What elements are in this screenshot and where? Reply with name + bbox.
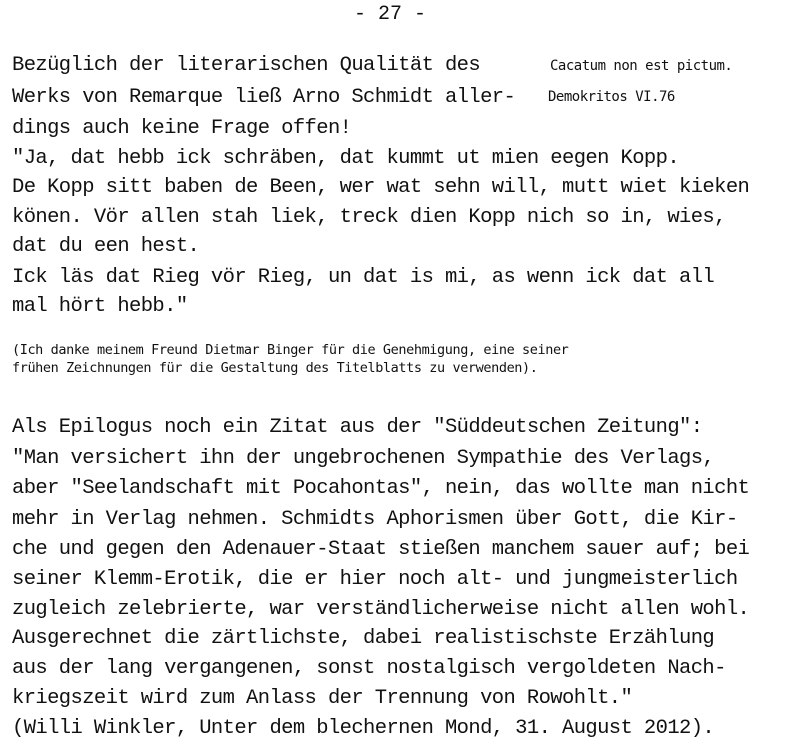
- citation-line: (Willi Winkler, Unter dem blechernen Mond, 31. August 2012).: [12, 717, 715, 740]
- epilog-line: che und gegen den Adenauer-Staat stießen manchem sauer auf; bei: [12, 538, 750, 561]
- quote-line: Ick läs dat Rieg vör Rieg, un dat is mi, as wenn ick dat all: [12, 266, 715, 289]
- quote-line: "Ja, dat hebb ick schräben, dat kummt ut mien eegen Kopp.: [12, 147, 680, 170]
- epilog-line: Ausgerechnet die zärtlichste, dabei realistischste Erzählung: [12, 627, 715, 650]
- epilog-line: zugleich zelebrierte, war verständlicherweise nicht allen wohl.: [12, 598, 750, 621]
- margin-epigraph: Cacatum non est pictum.: [550, 58, 733, 74]
- epilog-line: Als Epilogus noch ein Zitat aus der "Süddeutschen Zeitung":: [12, 416, 703, 439]
- quote-line: könen. Vör allen stah liek, treck dien Kopp nich so in, wies,: [12, 206, 726, 229]
- epilog-line: kriegszeit wird zum Anlass der Trennung von Rowohlt.": [12, 687, 633, 710]
- quote-line: mal hört hebb.": [12, 295, 188, 318]
- text-line: Bezüglich der literarischen Qualität des: [12, 54, 481, 77]
- text-line: Werks von Remarque ließ Arno Schmidt aller-: [12, 86, 516, 109]
- footnote-line: (Ich danke meinem Freund Dietmar Binger für die Genehmigung, eine seiner: [12, 342, 569, 358]
- quote-line: dat du een hest.: [12, 235, 200, 258]
- epilog-line: aus der lang vergangenen, sonst nostalgisch vergoldeten Nach-: [12, 657, 726, 680]
- quote-line: De Kopp sitt baben de Been, wer wat sehn will, mutt wiet kieken: [12, 176, 750, 199]
- text-line: dings auch keine Frage offen!: [12, 117, 352, 140]
- page-number: - 27 -: [354, 3, 427, 26]
- epilog-line: seiner Klemm-Erotik, die er hier noch alt- und jungmeisterlich: [12, 568, 738, 591]
- epilog-line: mehr in Verlag nehmen. Schmidts Aphorismen über Gott, die Kir-: [12, 508, 738, 531]
- epilog-line: aber "Seelandschaft mit Pocahontas", nein, das wollte man nicht: [12, 477, 750, 500]
- footnote-line: frühen Zeichnungen für die Gestaltung des Titelblatts zu verwenden).: [12, 360, 538, 376]
- epilog-line: "Man versichert ihn der ungebrochenen Sympathie des Verlags,: [12, 447, 715, 470]
- margin-epigraph-source: Demokritos VI.76: [548, 89, 675, 105]
